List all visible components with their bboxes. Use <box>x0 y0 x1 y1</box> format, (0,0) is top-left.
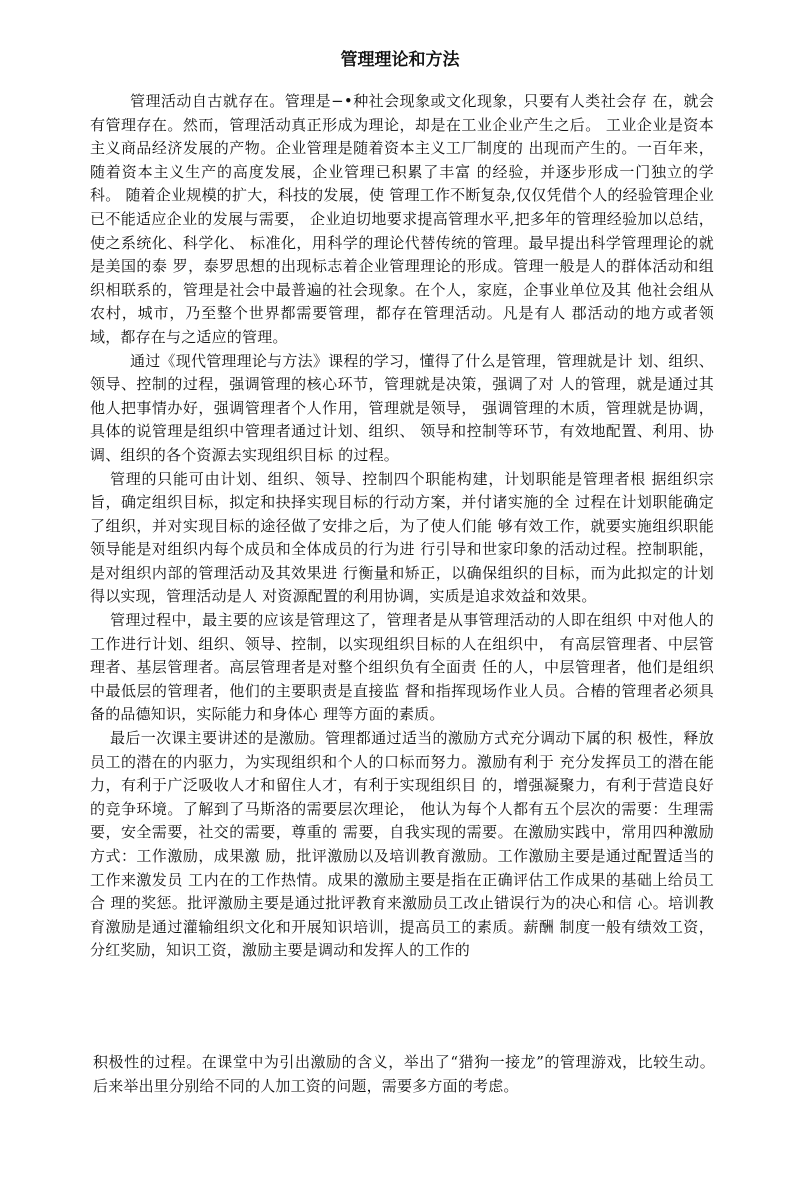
paragraph-1: 管理活动自古就存在。管理是−•种社会现象或文化现象，只要有人类社会存 在，就会有管理存在。然而，管理活动真正形成为理论，却是在工业企业产生之后。 工业企业是资本主义商品经济发展的产物。企业管理是随着资本主义工厂制度的 出现而产生的。一百年来，随着资本主义生产的高度发展，企业管理已积累了丰富 的经验，并逐步形成一门独立的学科。 随着企业规模的扩大，科技的发展，使 管理工作不断复杂,仅仅凭借个人的经验管理企业已不能适应企业的发展与需要， 企业迫切地要求提高管理水平,把多年的管理经验加以总结，使之系统化、科学化、 标准化，用科学的理论代替传统的管理。最早提出科学管理理论的就是美国的泰 罗，泰罗思想的出现标志着企业管理理论的形成。管理一般是人的群体活动和组 织相联系的，管理是社会中最普遍的社会现象。在个人，家庭，企事业单位及其 他社会组从农村，城市，乃至整个世界都需要管理，都存在管理活动。凡是有人 郡活动的地方或者领域，都存在与之适应的管理。 <box>90 92 714 346</box>
document-title: 管理理论和方法 <box>340 50 460 70</box>
paragraph-5: 最后一次课主要讲述的是激励。管理都通过适当的激励方式充分调动下属的积 极性，释放员工的潜在的内驱力，为实现组织和个人的口标而努力。激励有利于 充分发挥员工的潜在能力，有利于广泛吸收人才和留住人才，有利于实现组织目 的，增强凝聚力，有利于营造良好的竞争环境。了解到了马斯洛的需要层次理论， 他认为每个人都有五个层次的需要：生理需要，安全需要，社交的需要，尊重的 需要，自我实现的需要。在激励实践中，常用四种激励方式：工作激励，成果激 励，批评激励以及培训教育激励。工作激励主要是通过配置适当的工作来激发员 工内在的工作热情。成果的激励主要是指在正确评估工作成果的基础上给员工合 理的奖惩。批评激励主要是通过批评教育来激励员工改止错误行为的决心和信 心。培训教育激励是通过灌输组织文化和开展知识培训，提高员工的素质。薪酬 制度一般有绩效工资，分红奖励，知识工资，激励主要是调动和发挥人的工作的 <box>90 729 714 960</box>
paragraph-2: 通过《现代管理理论与方法》课程的学习，懂得了什么是管理，管理就是计 划、组织、领导、控制的过程，强调管理的核心环节，管理就是决策，强调了对 人的管理，就是通过其他人把事情办好，强调管理者个人作用，管理就是领导， 强调管理的木质，管理就是协调，具体的说管理是组织中管理者通过计划、组织、 领导和控制等环节，有效地配置、利用、协调、组织的各个资源去实现组织目标 的过程。 <box>90 351 714 464</box>
paragraph-4: 管理过程中，最主要的应该是管理这了，管理者是从事管理活动的人即在组织 中对他人的工作进行计划、组织、领导、控制，以实现组织目标的人在组织中， 有高层管理者、中层管理者、基层管理者。高层管理者是对整个组织负有全面责 任的人，中层管理者，他们是组织中最低层的管理者，他们的主要职责是直接监 督和指挥现场作业人员。合樁的管理者必须具备的品德知识，实际能力和身体心 理等方面的素质。 <box>90 611 714 724</box>
paragraph-tail: 积极性的过程。在课堂中为引出激励的含义，举出了“猎狗一接龙”的管理游戏，比较生动。后来举出里分别给不同的人加工资的问题，需要多方面的考虑。 <box>93 1053 715 1095</box>
document-body <box>90 90 714 963</box>
paragraph-3: 管理的只能可由计划、组织、领导、控制四个职能构建，计划职能是管理者根 据组织宗旨，确定组织目标，拟定和抉择实现目标的行动方案，并付诸实施的全 过程在计划职能确定了组织，并对实现目标的途径做了安排之后，为了使人们能 够有效工作，就要实施组织职能领导能是对组织内每个成员和全体成员的行为进 行引导和世家印象的活动过程。控制职能，是对组织内部的管理活动及其效果进 行衡量和矫正，以确保组织的目标，而为此拟定的计划得以实现，管理活动是人 对资源配置的利用协调，实质是追求效益和效果。 <box>90 469 714 606</box>
